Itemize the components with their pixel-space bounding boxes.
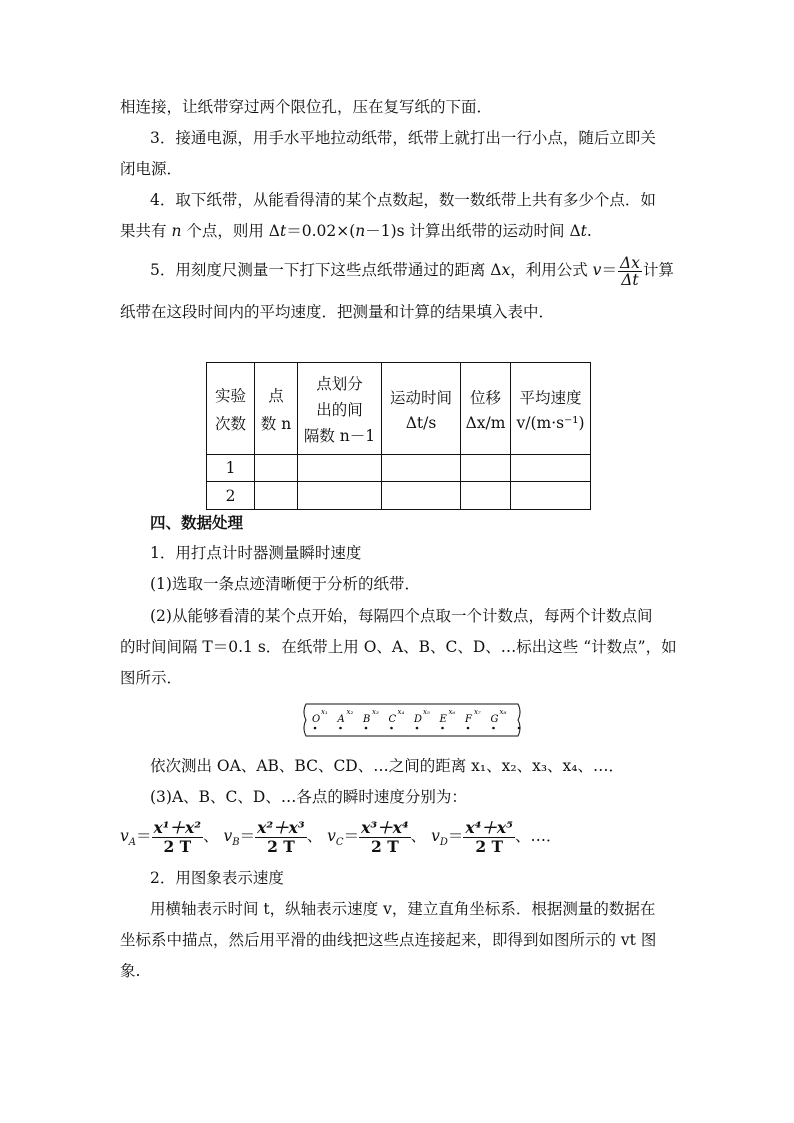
formula-b: $v_B=$ $\frac{\text{x²＋x³}}{2 T}$ [223,817,305,856]
tape-distance-label: x₅ [423,708,430,716]
tape-dot [390,727,393,730]
tape-dot [441,727,444,730]
tape-dot [467,727,470,730]
paragraph-text: 坐标系中描点，然后用平滑的曲线把这些点连接起来，即得到如图所示的 vt 图 [120,931,657,949]
tape-dot [339,727,342,730]
tape-point-label: C [388,714,397,725]
table-row: 2 [207,482,591,510]
tape-point-label: E [439,714,447,725]
tape-dot [365,727,368,730]
tape-point-label: B [363,714,371,725]
formula-a: $v_A=$ $\frac{\text{x¹＋x²}}{2 T}$ [120,817,202,856]
section-heading: 四、数据处理 [150,513,244,532]
paragraph-text: 相连接，让纸带穿过两个限位孔，压在复写纸的下面． [120,98,493,116]
paragraph-text: 图所示． [120,669,183,687]
velocity-formulas: $v_A=$ $\frac{\text{x¹＋x²}}{2 T}$ 、 $v_B=$ $\frac{\text{x²＋x³}}{2 T}$ 、 $v_C=$ $\frac{\text{x³＋x⁴}}{2 T}$ 、 $v_D=$ $\frac{\text{x⁴＋x⁵}}{2 T}$ 、…． [120,817,562,856]
paragraph-text: (1)选取一条点迹清晰便于分析的纸带． [150,575,420,593]
subsection-heading: 1．用打点计时器测量瞬时速度 [150,544,362,562]
paragraph-text: 用横轴表示时间 t，纵轴表示速度 v，建立直角坐标系．根据测量的数据在 [150,900,656,918]
paragraph-text: 的时间间隔 T＝0.1 s．在纸带上用 O、A、B、C、D、…标出这些 “计数点”，如 [120,638,677,656]
tape-point-label: D [414,714,423,725]
tape-dot [416,727,419,730]
experiment-table [206,362,591,510]
tape-point-label: A [337,714,345,725]
paragraph-text: (2)从能够看清的某个点开始，每隔四个点取一个计数点，每两个计数点间 [150,607,653,625]
tape-dot [314,727,317,730]
tape-distance-label: x₁ [321,708,328,716]
tape-distance-label: x₆ [448,708,456,716]
tape-dot [518,727,521,730]
table-header: 点 数 n [255,363,298,455]
paper-tape-figure [300,702,524,738]
tape-point-label: O [312,714,321,725]
tape-point-label: G [490,714,499,725]
formula-d: $v_D=$ $\frac{\text{x⁴＋x⁵}}{2 T}$ [431,817,513,856]
tape-dot [492,727,495,730]
tape-distance-label: x₈ [499,708,507,716]
step-4-text: 4．取下纸带，从能看得清的某个点数起，数一数纸带上共有多少个点．如 [150,191,656,209]
step-5-text: 5．用刻度尺测量一下打下这些点纸带通过的距离 Δx，利用公式 v＝ $\frac{\Delta x}{\Delta t}$ 计算 [150,253,674,289]
step-4-text-cont: 果共有 n 个点，则用 Δt＝0.02×(n－1)s 计算出纸带的运动时间 Δt. [120,222,592,240]
tape-distance-label: x₃ [372,708,379,716]
table-header: 位移 Δx/m [461,363,511,455]
tape-distance-label: x₄ [397,708,405,716]
measure-text: 依次测出 OA、AB、BC、CD、…之间的距离 x₁、x₂、x₃、x₄、…． [150,757,624,775]
paragraph-text: (3)A、B、C、D、…各点的瞬时速度分别为： [150,788,467,806]
velocity-fraction: $\frac{\Delta x}{\Delta t}$ [619,253,640,289]
table-header: 平均速度 v/(m·s⁻¹) [511,363,591,455]
subsection-heading: 2．用图象表示速度 [150,869,284,887]
paragraph-text: 象. [120,962,141,980]
table-header: 实验 次数 [207,363,255,455]
step-3-text: 3．接通电源，用手水平地拉动纸带，纸带上就打出一行小点，随后立即关 [150,129,656,147]
step-5-text-cont: 纸带在这段时间内的平均速度．把测量和计算的结果填入表中． [120,303,555,321]
table-row: 1 [207,455,591,482]
tape-point-label: F [465,714,472,725]
table-header: 运动时间 Δt/s [382,363,461,455]
table-header: 点划分 出的间 隔数 n－1 [298,363,382,455]
tape-distance-label: x₇ [474,708,481,716]
step-3-text-cont: 闭电源． [120,160,183,178]
tape-distance-label: x₂ [346,708,354,716]
formula-c: $v_C=$ $\frac{\text{x³＋x⁴}}{2 T}$ [327,817,409,856]
